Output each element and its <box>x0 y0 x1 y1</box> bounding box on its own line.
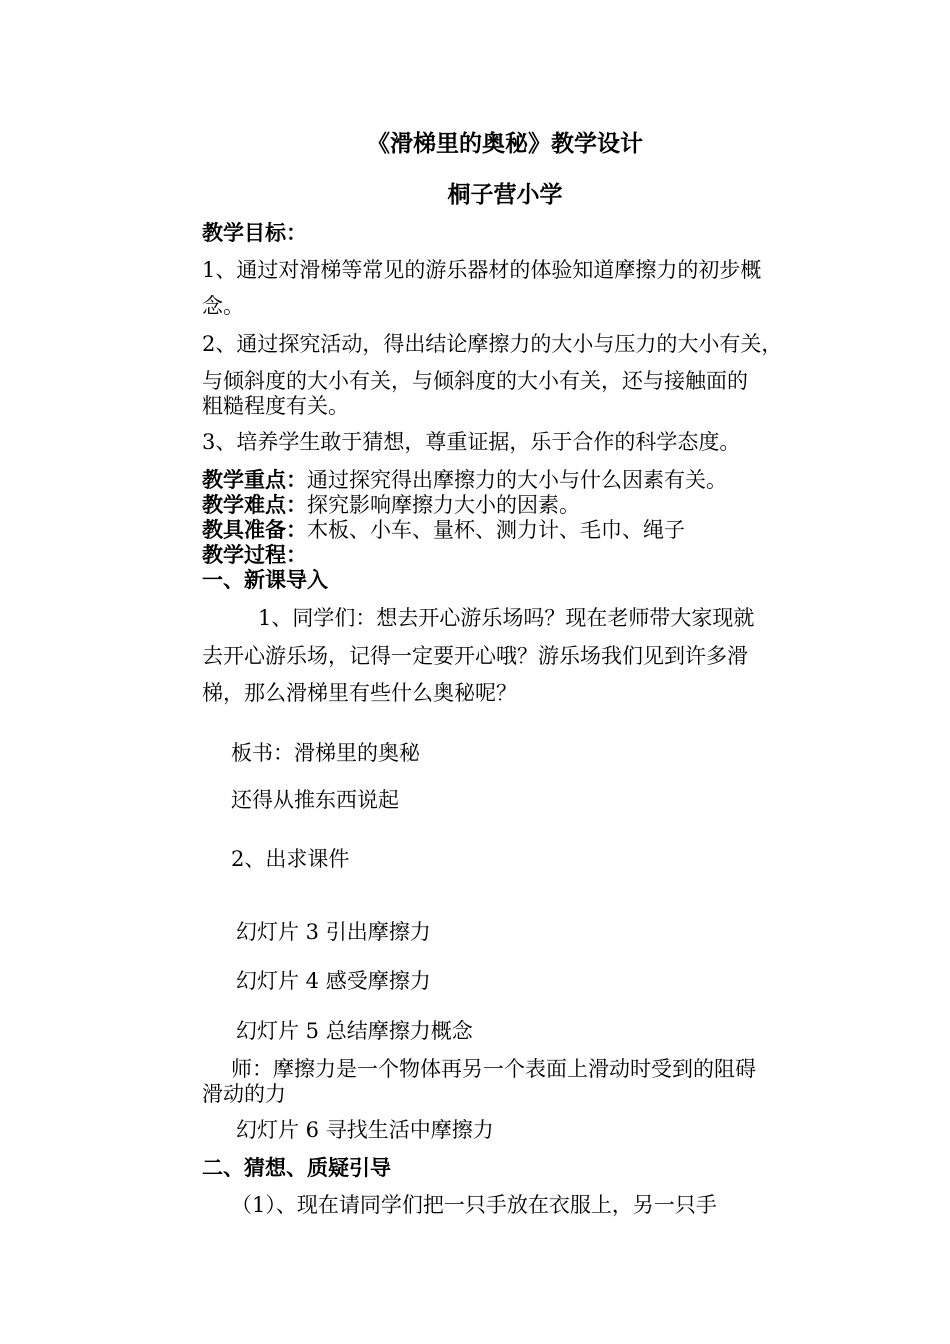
difficulty <box>202 493 580 517</box>
slide-4: 幻灯片 4 感受摩擦力 <box>236 969 431 993</box>
objective-2-line-2: 与倾斜度的大小有关，与倾斜度的大小有关，还与接触面的 <box>202 369 748 393</box>
objective-2-line-3: 粗糙程度有关。 <box>202 394 349 418</box>
objectives-heading: 教学目标： <box>202 220 307 245</box>
tools <box>202 518 685 542</box>
paragraph-1-line-3: 梯，那么滑梯里有些什么奥秘呢？ <box>202 681 517 705</box>
teacher-definition-line-2: 滑动的力 <box>202 1082 286 1106</box>
section-1-heading: 一、新课导入 <box>202 567 328 592</box>
tools-text: 木板、小车、量杯、测力计、毛巾、绳子 <box>307 518 685 542</box>
slide-6: 幻灯片 6 寻找生活中摩擦力 <box>236 1118 494 1142</box>
process-heading: 教学过程： <box>202 542 307 567</box>
section-2-heading: 二、猜想、质疑引导 <box>202 1155 391 1180</box>
key-point-label: 教学重点： <box>202 467 307 492</box>
document-title: 《滑梯里的奥秘》教学设计 <box>367 130 643 157</box>
objective-1-line-2: 念。 <box>202 294 244 318</box>
school-name: 桐子营小学 <box>447 181 563 208</box>
key-point <box>202 468 727 492</box>
tools-label: 教具准备： <box>202 517 307 542</box>
paragraph-1-line-1: 1、同学们：想去开心游乐场吗？现在老师带大家现就 <box>258 606 755 630</box>
paragraph-1-line-2: 去开心游乐场，记得一定要开心哦？游乐场我们见到许多滑 <box>202 644 748 668</box>
step-1: （1）、现在请同学们把一只手放在衣服上，另一只手 <box>231 1193 717 1217</box>
board-writing: 板书：滑梯里的奥秘 <box>231 741 420 765</box>
difficulty-label: 教学难点： <box>202 492 307 517</box>
start-from-text: 还得从推东西说起 <box>231 788 399 812</box>
courseware-item: 2、出求课件 <box>231 847 350 871</box>
difficulty-text: 探究影响摩擦力大小的因素。 <box>307 493 580 517</box>
objective-1-line-1: 1、通过对滑梯等常见的游乐器材的体验知道摩擦力的初步概 <box>202 258 762 282</box>
teacher-definition-line-1: 师：摩擦力是一个物体再另一个表面上滑动时受到的阻碍 <box>231 1057 756 1081</box>
objective-2-line-1: 2、通过探究活动，得出结论摩擦力的大小与压力的大小有关， <box>202 332 783 356</box>
objective-3: 3、培养学生敢于猜想，尊重证据，乐于合作的科学态度。 <box>202 430 741 454</box>
key-point-text: 通过探究得出摩擦力的大小与什么因素有关。 <box>307 468 727 492</box>
slide-5: 幻灯片 5 总结摩擦力概念 <box>236 1019 473 1043</box>
slide-3: 幻灯片 3 引出摩擦力 <box>236 920 431 944</box>
